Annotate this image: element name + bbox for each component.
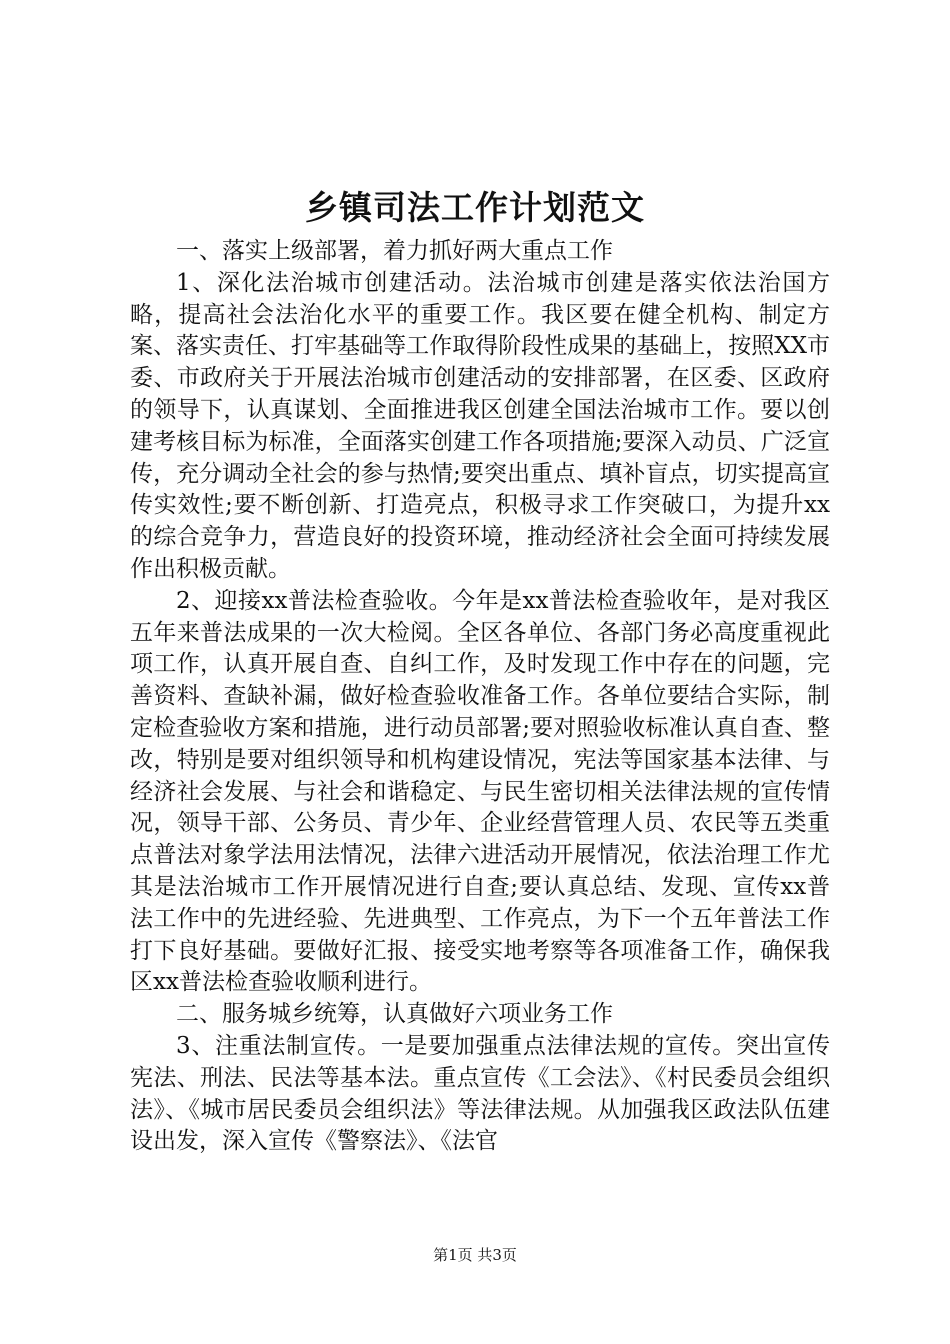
section-heading-1: 一、落实上级部署，着力抓好两大重点工作 <box>176 238 613 264</box>
paragraph-1: 1、深化法治城市创建活动。法治城市创建是落实依法治国方略，提高社会法治化水平的重要工作。我区要在健全机构、制定方案、落实责任、打牢基础等工作取得阶段性成果的基础上，按照XX市委、市政府关于开展法治城市创建活动的安排部署，在区委、区政府的领导下，认真谋划、全面推进我区创建全国法治城市工作。要以创建考核目标为标准，全面落实创建工作各项措施;要深入动员、广泛宣传，充分调动全社会的参与热情;要突出重点、填补盲点，切实提高宣传实效性;要不断创新、打造亮点，积极寻求工作突破口，为提升xx的综合竞争力，营造良好的投资环境，推动经济社会全面可持续发展作出积极贡献。 <box>130 269 830 582</box>
section-heading-2: 二、服务城乡统筹，认真做好六项业务工作 <box>176 1001 613 1028</box>
document-title: 乡镇司法工作计划范文 <box>305 188 645 227</box>
page-footer: 第1页 共3页 <box>433 1246 517 1264</box>
document-body <box>130 236 830 1158</box>
paragraph-2: 2、迎接xx普法检查验收。今年是xx普法检查验收年，是对我区五年来普法成果的一次大检阅。全区各单位、各部门务必高度重视此项工作，认真开展自查、自纠工作，及时发现工作中存在的问题，完善资料、查缺补漏，做好检查验收准备工作。各单位要结合实际，制定检查验收方案和措施，进行动员部署;要对照验收标准认真自查、整改，特别是要对组织领导和机构建设情况，宪法等国家基本法律、与经济社会发展、与社会和谐稳定、与民生密切相关法律法规的宣传情况，领导干部、公务员、青少年、企业经营管理人员、农民等五类重点普法对象学法用法情况，法律六进活动开展情况，依法治理工作尤其是法治城市工作开展情况进行自查;要认真总结、发现、宣传xx普法工作中的先进经验、先进典型、工作亮点，为下一个五年普法工作打下良好基础。要做好汇报、接受实地考察等各项准备工作，确保我区xx普法检查验收顺利进行。 <box>130 587 830 996</box>
paragraph-3: 3、注重法制宣传。一是要加强重点法律法规的宣传。突出宣传宪法、刑法、民法等基本法。重点宣传《工会法》、《村民委员会组织法》、《城市居民委员会组织法》等法律法规。从加强我区政法队伍建设出发，深入宣传《警察法》、《法官 <box>130 1032 830 1155</box>
